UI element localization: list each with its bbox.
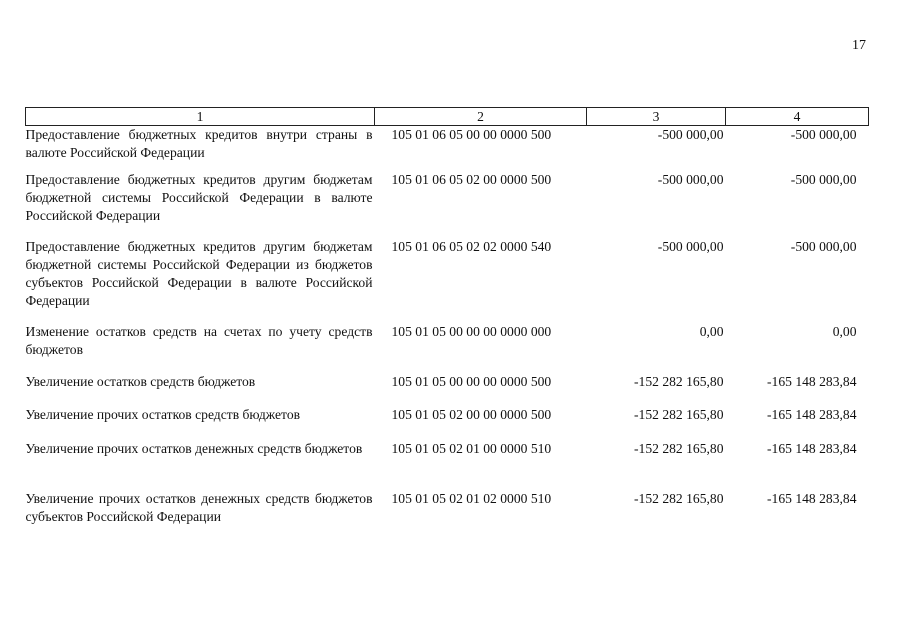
row-code: 105 01 05 02 01 00 0000 510 bbox=[391, 440, 552, 456]
table-row bbox=[26, 238, 869, 323]
table-row bbox=[26, 323, 869, 373]
row-value-year2: -165 148 283,84 bbox=[767, 406, 857, 422]
column-header-2: 2 bbox=[375, 108, 587, 126]
table-row bbox=[26, 490, 869, 530]
column-header-4: 4 bbox=[726, 108, 869, 126]
row-code: 105 01 06 05 02 02 0000 540 bbox=[391, 238, 552, 254]
row-value-year1: 0,00 bbox=[699, 323, 724, 339]
row-value-year2: -165 148 283,84 bbox=[767, 440, 857, 456]
table-row bbox=[26, 440, 869, 490]
row-code: 105 01 05 00 00 00 0000 500 bbox=[391, 373, 552, 389]
row-value-year1: -152 282 165,80 bbox=[634, 490, 724, 506]
row-name: Предоставление бюджетных кредитов другим бюджетам бюджетной системы Российской Федерации в валюте Российской Федерации bbox=[25, 171, 373, 223]
row-value-year1: -500 000,00 bbox=[657, 238, 724, 254]
row-code: 105 01 05 02 00 00 0000 500 bbox=[391, 406, 552, 422]
row-name: Предоставление бюджетных кредитов внутри страны в валюте Российской Федерации bbox=[25, 127, 373, 160]
row-code: 105 01 06 05 00 00 0000 500 bbox=[391, 127, 552, 142]
row-value-year2: -500 000,00 bbox=[790, 171, 857, 187]
column-header-1: 1 bbox=[26, 108, 375, 126]
table-header-row bbox=[26, 108, 869, 126]
row-name: Увеличение остатков средств бюджетов bbox=[25, 373, 256, 389]
row-value-year2: -500 000,00 bbox=[790, 127, 857, 142]
column-header-3: 3 bbox=[587, 108, 726, 126]
row-value-year1: -500 000,00 bbox=[657, 171, 724, 187]
row-value-year2: -500 000,00 bbox=[790, 238, 857, 254]
row-name: Увеличение прочих остатков средств бюджетов bbox=[25, 406, 301, 422]
row-value-year2: -165 148 283,84 bbox=[767, 490, 857, 506]
row-value-year1: -152 282 165,80 bbox=[634, 373, 724, 389]
table-row bbox=[26, 406, 869, 440]
row-code: 105 01 05 02 01 02 0000 510 bbox=[391, 490, 552, 506]
row-value-year1: -152 282 165,80 bbox=[634, 406, 724, 422]
row-value-year2: 0,00 bbox=[832, 323, 857, 339]
row-code: 105 01 06 05 02 00 0000 500 bbox=[391, 171, 552, 187]
row-code: 105 01 05 00 00 00 0000 000 bbox=[391, 323, 552, 339]
row-name: Увеличение прочих остатков денежных средств бюджетов субъектов Российской Федерации bbox=[25, 490, 373, 524]
row-name: Увеличение прочих остатков денежных средств бюджетов bbox=[25, 440, 363, 456]
table-row bbox=[26, 373, 869, 406]
row-value-year2: -165 148 283,84 bbox=[767, 373, 857, 389]
budget-sources-table bbox=[25, 107, 869, 530]
row-value-year1: -500 000,00 bbox=[657, 127, 724, 142]
table-row bbox=[26, 171, 869, 238]
row-name: Предоставление бюджетных кредитов другим бюджетам бюджетной системы Российской Федерации из бюджетов субъектов Российской Федерации в валюте Российской Федерации bbox=[25, 238, 373, 308]
page-number: 17 bbox=[852, 38, 866, 53]
row-value-year1: -152 282 165,80 bbox=[634, 440, 724, 456]
table-row bbox=[26, 126, 869, 171]
row-name: Изменение остатков средств на счетах по учету средств бюджетов bbox=[25, 323, 373, 357]
